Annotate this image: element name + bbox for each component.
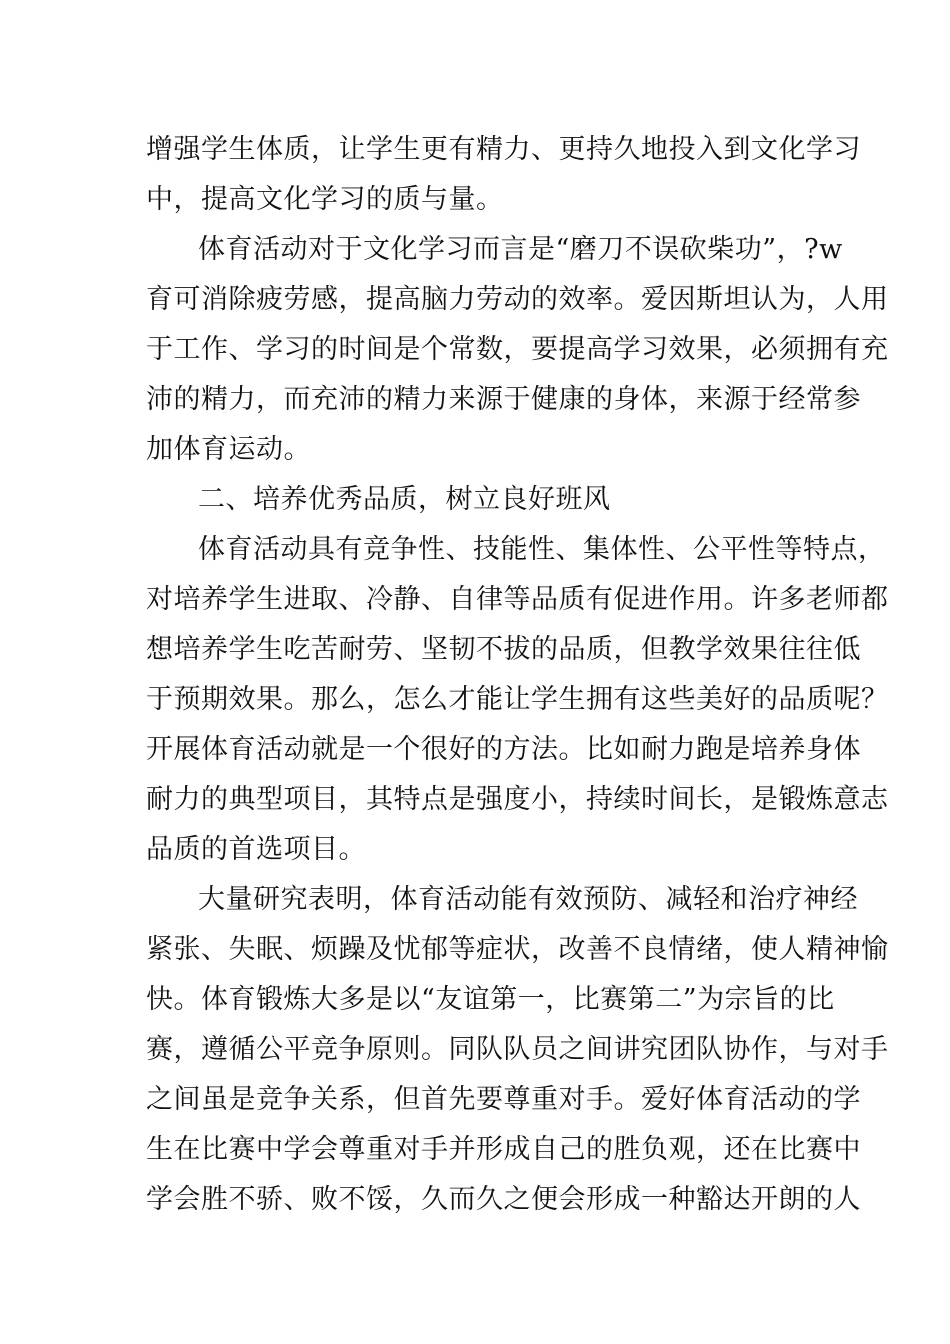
text-line: 加体育运动。 <box>146 434 311 465</box>
text-line: 育可消除疲劳感，提高脑力劳动的效率。爱因斯坦认为，人用 <box>146 284 889 315</box>
text-line: 紧张、失眠、烦躁及忧郁等症状，改善不良情绪，使人精神愉 <box>146 934 889 965</box>
text-line: 于工作、学习的时间是个常数，要提高学习效果，必须拥有充 <box>146 334 889 365</box>
text-line: 增强学生体质，让学生更有精力、更持久地投入到文化学习 <box>146 134 861 165</box>
text-line: 学会胜不骄、败不馁，久而久之便会形成一种豁达开朗的人 <box>146 1184 861 1215</box>
text-line: 沛的精力，而充沛的精力来源于健康的身体，来源于经常参 <box>146 384 861 415</box>
text-line: 对培养学生进取、冷静、自律等品质有促进作用。许多老师都 <box>146 584 889 615</box>
section-heading: 二、培养优秀品质，树立良好班风 <box>198 484 611 515</box>
paragraph-first-line: 体育活动对于文化学习而言是“磨刀不误砍柴功”，?w <box>198 234 843 265</box>
text-line: 耐力的典型项目，其特点是强度小，持续时间长，是锻炼意志 <box>146 784 889 815</box>
text-line: 生在比赛中学会尊重对手并形成自己的胜负观，还在比赛中 <box>146 1134 861 1165</box>
text-line: 之间虽是竞争关系，但首先要尊重对手。爱好体育活动的学 <box>146 1084 861 1115</box>
text-line: 赛，遵循公平竞争原则。同队队员之间讲究团队协作，与对手 <box>146 1034 889 1065</box>
text-line: 快。体育锻炼大多是以“友谊第一，比赛第二”为宗旨的比 <box>146 984 835 1015</box>
text-line: 想培养学生吃苦耐劳、坚韧不拔的品质，但教学效果往往低 <box>146 634 861 665</box>
text-line: 中，提高文化学习的质与量。 <box>146 184 504 215</box>
text-line: 品质的首选项目。 <box>146 834 366 865</box>
text-line: 开展体育活动就是一个很好的方法。比如耐力跑是培养身体 <box>146 734 861 765</box>
text-line: 于预期效果。那么，怎么才能让学生拥有这些美好的品质呢？ <box>146 684 889 715</box>
paragraph-first-line: 大量研究表明，体育活动能有效预防、减轻和治疗神经 <box>198 884 858 915</box>
paragraph-first-line: 体育活动具有竞争性、技能性、集体性、公平性等特点， <box>198 534 886 565</box>
